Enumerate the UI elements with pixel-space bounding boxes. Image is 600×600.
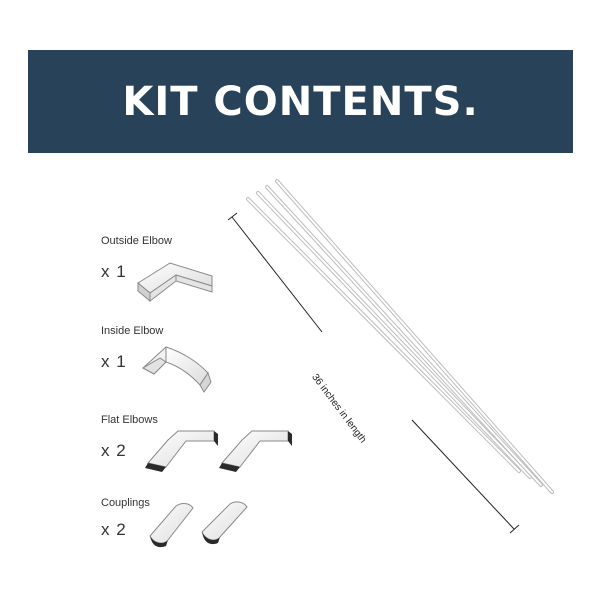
item-label-inside-elbow: Inside Elbow: [101, 325, 164, 337]
flat-elbow-icon: [219, 431, 292, 472]
flat-elbow-icon: [145, 431, 218, 472]
raceway-channel: [258, 193, 530, 477]
coupling-icon: [202, 502, 247, 544]
raceway-channels: [248, 181, 552, 492]
inside-elbow-icon: [143, 347, 211, 392]
item-label-outside-elbow: Outside Elbow: [101, 235, 172, 247]
length-label: 36 inches in length: [309, 372, 369, 446]
length-dimension-line: [228, 213, 519, 533]
item-qty-flat-elbows: x 2: [101, 441, 127, 460]
item-label-flat-elbows: Flat Elbows: [101, 414, 158, 426]
raceway-channel: [277, 181, 552, 492]
banner-title: KIT CONTENTS.: [122, 78, 479, 125]
raceway-channel: [248, 199, 519, 471]
coupling-icon: [150, 504, 193, 548]
item-qty-outside-elbow: x 1: [101, 262, 127, 281]
raceway-channel: [267, 187, 541, 485]
item-label-couplings: Couplings: [101, 497, 150, 509]
outside-elbow-icon: [138, 263, 212, 301]
item-qty-couplings: x 2: [101, 520, 127, 539]
item-qty-inside-elbow: x 1: [101, 352, 127, 371]
